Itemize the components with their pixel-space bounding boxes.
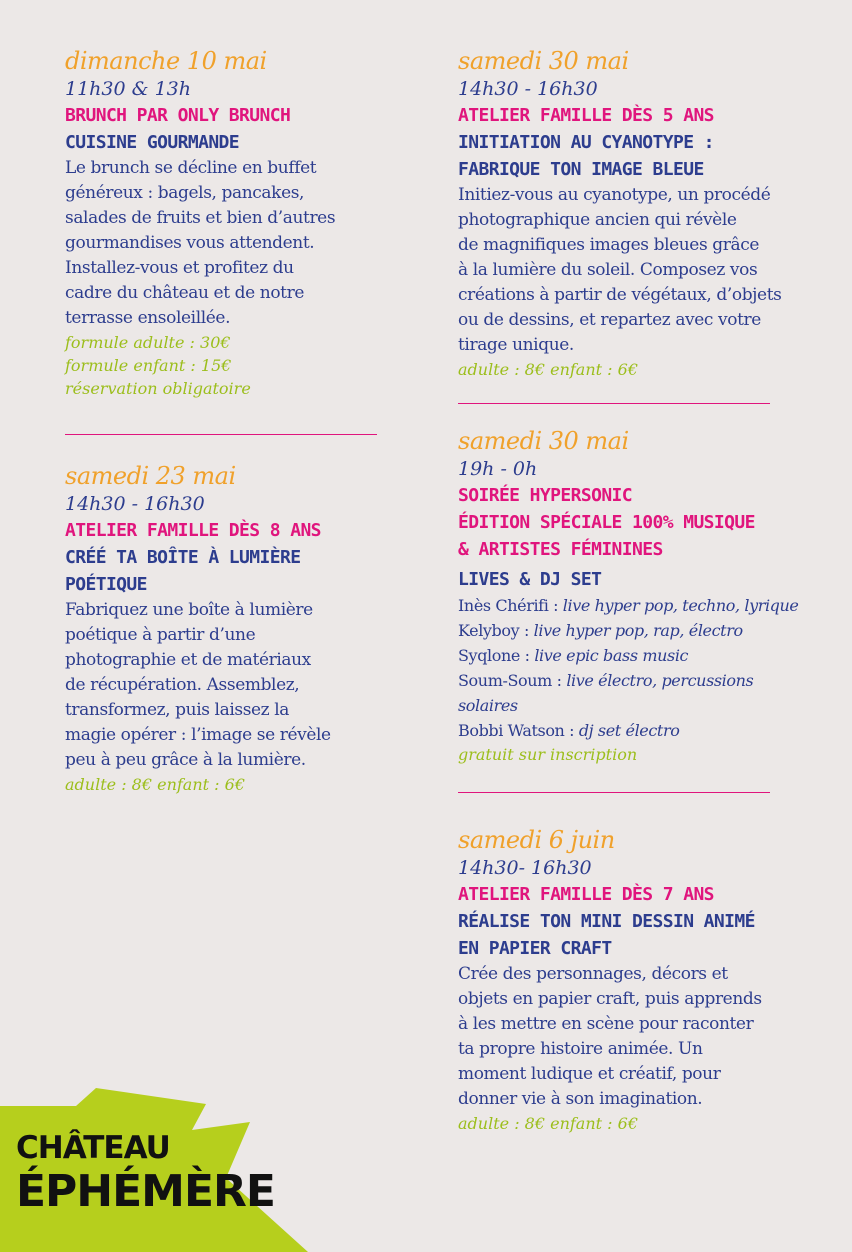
title-line: FABRIQUE TON IMAGE BLEUE: [458, 159, 704, 180]
price-line: formule adulte : 30€: [65, 333, 231, 352]
desc-line: Installez-vous et profitez du: [65, 258, 294, 278]
desc-line: photographie et de matériaux: [65, 650, 311, 670]
event-date: samedi 6 juin: [458, 826, 615, 854]
lineup-item: [458, 593, 848, 618]
desc-line: magie opérer : l’image se révèle: [65, 725, 331, 745]
event-hypersonic: [458, 426, 848, 766]
event-description: [65, 156, 385, 331]
price-line: formule enfant : 15€: [65, 356, 232, 375]
desc-line: généreux : bagels, pancakes,: [65, 183, 305, 203]
desc-line: de récupération. Assemblez,: [65, 675, 300, 695]
kicker-line: SOIRÉE HYPERSONIC: [458, 485, 633, 506]
artist-name: Kelyboy :: [458, 621, 534, 640]
logo-line-2: ÉPHÉMÈRE: [16, 1166, 275, 1217]
event-description: [458, 962, 848, 1112]
event-title: [458, 908, 848, 962]
event-date: samedi 30 mai: [458, 47, 629, 75]
desc-line: cadre du château et de notre: [65, 283, 304, 303]
left-column: [65, 46, 385, 796]
event-description: [458, 183, 848, 358]
event-price: adulte : 8€ enfant : 6€: [65, 775, 245, 794]
artist-name: Bobbi Watson :: [458, 721, 579, 740]
lineup-list: [458, 593, 848, 743]
desc-line: Initiez-vous au cyanotype, un procédé: [458, 185, 771, 205]
desc-line: moment ludique et créatif, pour: [458, 1064, 721, 1084]
desc-line: ta propre histoire animée. Un: [458, 1039, 703, 1059]
title-line: CRÉÉ TA BOÎTE À LUMIÈRE: [65, 547, 301, 568]
artist-style: solaires: [458, 696, 518, 715]
lineup-item: [458, 718, 848, 743]
event-title: [65, 544, 385, 598]
artist-style: live hyper pop, techno, lyrique: [562, 596, 799, 615]
lineup-item: [458, 643, 848, 668]
logo-line-1: CHÂTEAU: [16, 1130, 170, 1166]
event-cyanotype: [458, 46, 848, 381]
desc-line: à les mettre en scène pour raconter: [458, 1014, 754, 1034]
desc-line: ou de dessins, et repartez avec votre: [458, 310, 761, 330]
desc-line: terrasse ensoleillée.: [65, 308, 231, 328]
event-time: 14h30 - 16h30: [458, 78, 598, 100]
event-price: gratuit sur inscription: [458, 745, 638, 764]
desc-line: à la lumière du soleil. Composez vos: [458, 260, 758, 280]
desc-line: tirage unique.: [458, 335, 574, 355]
divider: [65, 434, 377, 435]
event-description: [65, 598, 385, 773]
artist-style: live epic bass music: [534, 646, 689, 665]
event-kicker: BRUNCH PAR ONLY BRUNCH: [65, 105, 291, 126]
title-line: POÉTIQUE: [65, 574, 147, 595]
divider: [458, 792, 770, 793]
desc-line: Le brunch se décline en buffet: [65, 158, 317, 178]
event-boite-lumiere: [65, 461, 385, 796]
kicker-line: ÉDITION SPÉCIALE 100% MUSIQUE: [458, 512, 755, 533]
desc-line: donner vie à son imagination.: [458, 1089, 703, 1109]
event-price: adulte : 8€ enfant : 6€: [458, 360, 638, 379]
event-kicker: ATELIER FAMILLE DÈS 7 ANS: [458, 884, 714, 905]
event-time: 14h30 - 16h30: [65, 493, 205, 515]
artist-style: live hyper pop, rap, électro: [533, 621, 743, 640]
event-time: 14h30- 16h30: [458, 857, 592, 879]
artist-name: Soum-Soum :: [458, 671, 567, 690]
desc-line: peu à peu grâce à la lumière.: [65, 750, 306, 770]
event-title: CUISINE GOURMANDE: [65, 132, 240, 153]
desc-line: poétique à partir d’une: [65, 625, 256, 645]
artist-name: Syqlone :: [458, 646, 535, 665]
title-line: EN PAPIER CRAFT: [458, 938, 612, 959]
title-line: INITIATION AU CYANOTYPE :: [458, 132, 714, 153]
desc-line: salades de fruits et bien d’autres: [65, 208, 336, 228]
event-title: LIVES & DJ SET: [458, 569, 602, 590]
price-line: réservation obligatoire: [65, 379, 251, 398]
desc-line: de magnifiques images bleues grâce: [458, 235, 760, 255]
right-column: [458, 46, 848, 1135]
event-date: samedi 30 mai: [458, 427, 629, 455]
lineup-item: [458, 693, 848, 718]
event-brunch: [65, 46, 385, 400]
divider: [458, 403, 770, 404]
event-title: [458, 129, 848, 183]
desc-line: créations à partir de végétaux, d’objets: [458, 285, 782, 305]
artist-style: dj set électro: [578, 721, 680, 740]
event-kicker: ATELIER FAMILLE DÈS 5 ANS: [458, 105, 714, 126]
event-time: 11h30 & 13h: [65, 78, 191, 100]
desc-line: transformez, puis laissez la: [65, 700, 290, 720]
desc-line: Fabriquez une boîte à lumière: [65, 600, 313, 620]
artist-name: Inès Chérifi :: [458, 596, 563, 615]
title-line: RÉALISE TON MINI DESSIN ANIMÉ: [458, 911, 755, 932]
kicker-line: & ARTISTES FÉMININES: [458, 539, 663, 560]
desc-line: gourmandises vous attendent.: [65, 233, 315, 253]
event-dessin-anime: [458, 825, 848, 1135]
artist-style: live électro, percussions: [566, 671, 754, 690]
lineup-item: [458, 668, 848, 693]
lineup-item: [458, 618, 848, 643]
event-kicker: ATELIER FAMILLE DÈS 8 ANS: [65, 520, 321, 541]
desc-line: photographique ancien qui révèle: [458, 210, 737, 230]
desc-line: Crée des personnages, décors et: [458, 964, 728, 984]
event-price: adulte : 8€ enfant : 6€: [458, 1114, 638, 1133]
desc-line: objets en papier craft, puis apprends: [458, 989, 762, 1009]
event-date: samedi 23 mai: [65, 462, 236, 490]
event-price: [65, 331, 385, 400]
event-date: dimanche 10 mai: [65, 47, 267, 75]
event-time: 19h - 0h: [458, 458, 538, 480]
event-kicker: [458, 482, 848, 563]
